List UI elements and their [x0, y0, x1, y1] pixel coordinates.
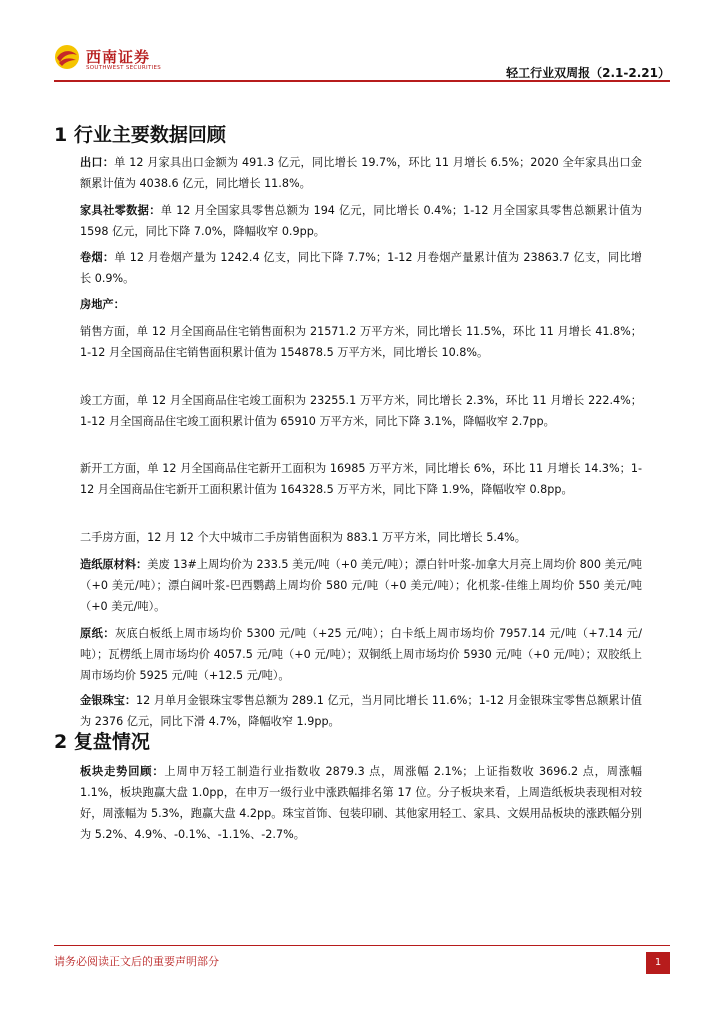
paragraph-newstart [80, 458, 642, 500]
report-title: 轻工行业双周报（2.1-2.21） [506, 66, 670, 80]
paragraph-export [80, 152, 642, 194]
header-divider [54, 80, 670, 82]
paragraph-tobacco [80, 247, 642, 289]
paragraph-pulp [80, 554, 642, 617]
text-export: 单 12 月家具出口金额为 491.3 亿元，同比增长 19.7%，环比 11 月增长 6.5%；2020 全年家具出口金额累计值为 4038.6 亿元，同比增长 11.8%。 [80, 156, 642, 190]
logo-mark-icon [54, 44, 80, 70]
logo-chinese-name: 西南证券 [86, 48, 151, 66]
label-paper: 原纸： [80, 627, 115, 640]
logo-english-name: SOUTHWEST SECURITIES [86, 65, 162, 71]
text-pulp: 美废 13#上周均价为 233.5 美元/吨（+0 美元/吨）；漂白针叶浆-加拿大月亮上周均价 800 美元/吨（+0 美元/吨）；漂白阔叶浆-巴西鹦鹉上周均价 580 元/吨（+0 美元/吨）；化机浆-佳维上周均价 550 美元/吨（+0 美元/吨）。 [80, 558, 642, 613]
text-newstart: 新开工方面，单 12 月全国商品住宅新开工面积为 16985 万平方米，同比增长 6%，环比 11 月增长 14.3%；1-12 月全国商品住宅新开工面积累计值为 164328.5 万平方米，同比下降 1.9%，降幅收窄 0.8pp。 [80, 462, 642, 496]
label-export: 出口： [80, 156, 115, 169]
footer-divider [54, 945, 670, 946]
text-trend: 上周申万轻工制造行业指数收 2879.3 点，周涨幅 2.1%；上证指数收 3696.2 点，周涨幅 1.1%，板块跑赢大盘 1.0pp，在申万一级行业中涨跌幅排名第 17 位。分子板块来看，上周造纸板块表现相对较好，周涨幅为 5.3%，跑赢大盘 4.2pp。珠宝首饰、包装印刷、其他家用轻工、家具、文娱用品板块的涨跌幅分别为 5.2%、4.9%、-0.1%、-1.1%、-2.7%。 [80, 765, 642, 841]
label-pulp: 造纸原材料： [80, 558, 148, 571]
page-number: 1 [646, 952, 670, 974]
text-retail: 单 12 月全国家具零售总额为 194 亿元，同比增长 0.4%；1-12 月全国家具零售总额累计值为 1598 亿元，同比下降 7.0%，降幅收窄 0.9pp。 [80, 204, 642, 238]
paragraph-secondhand [80, 527, 642, 548]
paragraph-completion [80, 390, 642, 432]
text-tobacco: 单 12 月卷烟产量为 1242.4 亿支，同比下降 7.7%；1-12 月卷烟产量累计值为 23863.7 亿支，同比增长 0.9%。 [80, 251, 642, 285]
label-tobacco: 卷烟： [80, 251, 115, 264]
paragraph-jewelry [80, 690, 642, 732]
section-title-2: 2 复盘情况 [54, 731, 150, 753]
paragraph-trend [80, 761, 642, 845]
label-trend: 板块走势回顾： [80, 765, 165, 778]
paragraph-retail [80, 200, 642, 242]
text-completion: 竣工方面，单 12 月全国商品住宅竣工面积为 23255.1 万平方米，同比增长 2.3%，环比 11 月增长 222.4%；1-12 月全国商品住宅竣工面积累计值为 65910 万平方米，同比下降 3.1%，降幅收窄 2.7pp。 [80, 394, 642, 428]
text-paper: 灰底白板纸上周市场均价 5300 元/吨（+25 元/吨）；白卡纸上周市场均价 7957.14 元/吨（+7.14 元/吨）；瓦楞纸上周市场均价 4057.5 元/吨（+0 元/吨）；双铜纸上周市场均价 5930 元/吨（+0 元/吨）；双胶纸上周市场均价 5925 元/吨（+12.5 元/吨）。 [80, 627, 642, 682]
text-secondhand: 二手房方面，12 月 12 个大中城市二手房销售面积为 883.1 万平方米，同比增长 5.4%。 [80, 531, 526, 544]
label-jewelry: 金银珠宝： [80, 694, 137, 707]
label-realestate: 房地产： [80, 298, 125, 311]
label-retail: 家具社零数据： [80, 204, 161, 217]
section-title-1: 1 行业主要数据回顾 [54, 124, 226, 146]
company-logo [54, 40, 254, 80]
paragraph-sales [80, 321, 642, 363]
text-sales: 销售方面，单 12 月全国商品住宅销售面积为 21571.2 万平方米，同比增长 11.5%，环比 11 月增长 41.8%；1-12 月全国商品住宅销售面积累计值为 154878.5 万平方米，同比增长 10.8%。 [80, 325, 642, 359]
footer-disclaimer: 请务必阅读正文后的重要声明部分 [54, 955, 219, 968]
page-header [54, 40, 670, 82]
paragraph-realestate [80, 294, 642, 315]
text-jewelry: 12 月单月金银珠宝零售总额为 289.1 亿元，当月同比增长 11.6%；1-12 月金银珠宝零售总额累计值为 2376 亿元，同比下滑 4.7%，降幅收窄 1.9pp。 [80, 694, 642, 728]
paragraph-paper [80, 623, 642, 686]
